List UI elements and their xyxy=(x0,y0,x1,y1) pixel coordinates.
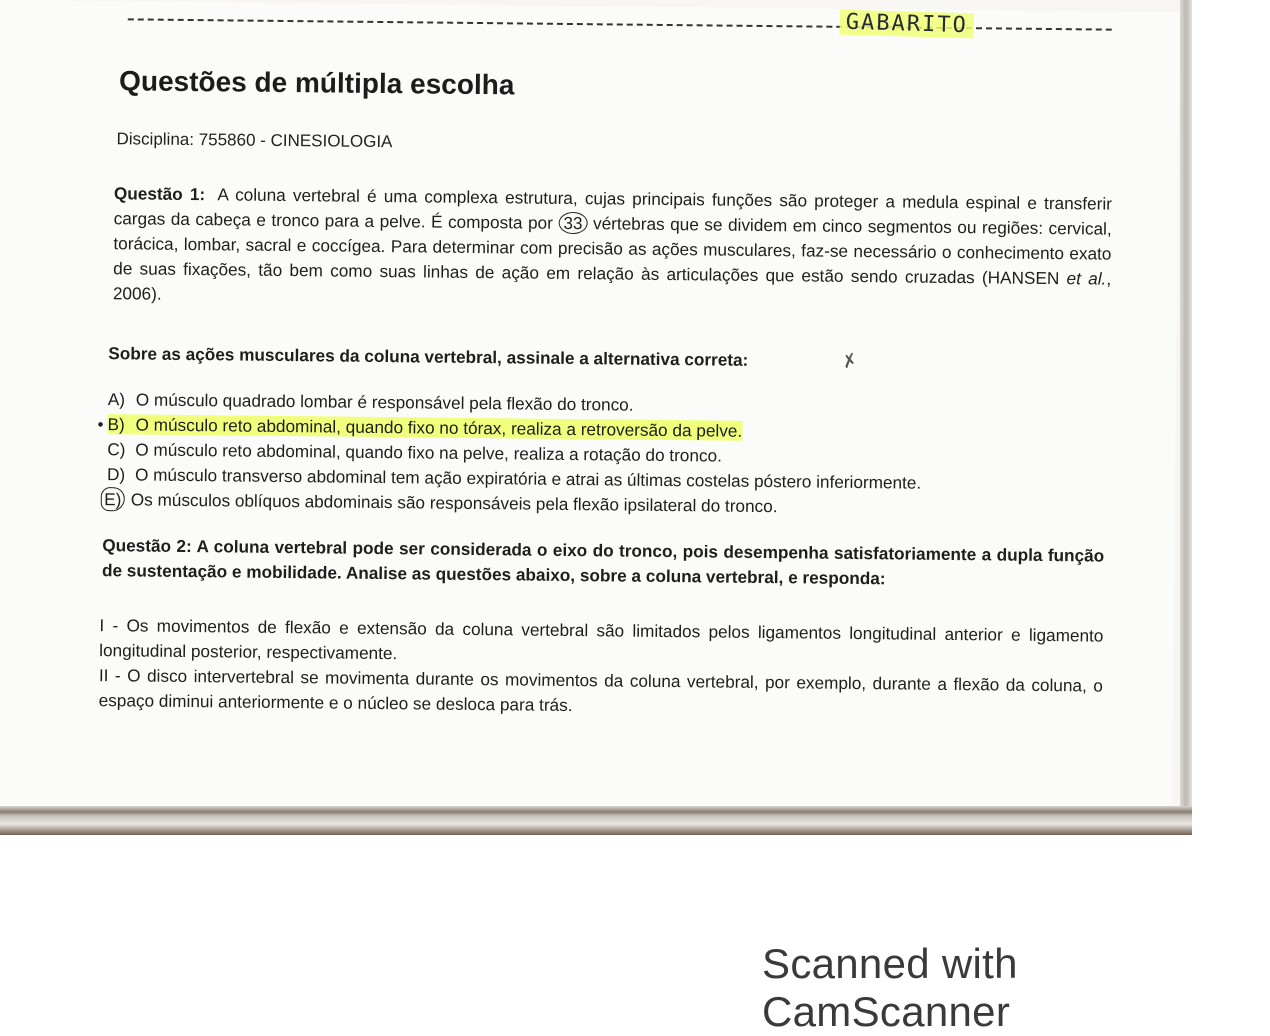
option-letter: B) xyxy=(107,414,125,435)
camscanner-watermark: Scanned with CamScanner xyxy=(762,940,1018,1035)
question-1-body-c: , 2006). xyxy=(112,268,1112,304)
circled-number: 33 xyxy=(558,212,587,234)
question-1-body-b: vértebras que se dividem em cinco segmentos ou regiões: cervical, torácica, lombar, sacral e coccígea. Para determinar com precisão as ações musculares, faz-se necessário o conhecimento exato de suas fixações, tão bem como suas linhas de ação em relação às articulações que estão sendo cruzadas (HANSEN xyxy=(113,213,1112,289)
option-text: Os músculos oblíquos abdominais são responsáveis pela flexão ipsilateral do tronco. xyxy=(130,489,778,517)
circled-option-letter: E) xyxy=(101,487,125,511)
question-1-label: Questão 1: xyxy=(113,183,206,205)
question-1-prompt: Sobre as ações musculares da coluna vertebral, assinale a alternativa correta: xyxy=(108,343,749,370)
citation-italic: et al. xyxy=(1066,268,1107,289)
paper-bottom-edge xyxy=(0,806,1192,835)
option-text: O músculo reto abdominal, quando fixo na pelve, realiza a rotação do tronco. xyxy=(135,439,723,466)
question-1-options xyxy=(97,387,1118,523)
option-letter: C) xyxy=(107,439,126,460)
discipline-line: Disciplina: 755860 - CINESIOLOGIA xyxy=(116,129,393,152)
question-2-text xyxy=(102,533,1104,593)
option-letter: A) xyxy=(107,389,126,410)
pen-mark: ✗ xyxy=(839,349,860,373)
question-2-label: Questão 2: xyxy=(102,535,192,557)
selection-dot: • xyxy=(97,415,104,435)
statement-ii: II - O disco intervertebral se movimenta durante os movimentos da coluna vertebral, por exemplo, durante a flexão da coluna, o espaço diminui anteriormente e o núcleo se desloca para trás. xyxy=(98,665,1103,716)
question-1-text xyxy=(113,181,1112,316)
question-2-body: A coluna vertebral pode ser considerada o eixo do tronco, pois desempenha satisfatoriamente a dupla função de sustentação e mobilidade. Analise as questões abaixo, sobre a coluna vertebral, e responda: xyxy=(101,536,1105,589)
option-text: O músculo quadrado lombar é responsável pela flexão do tronco. xyxy=(135,389,634,415)
page-title: Questões de múltipla escolha xyxy=(118,65,515,101)
highlighted-answer xyxy=(107,414,742,441)
statement-i: I - Os movimentos de flexão e extensão da coluna vertebral são limitados pelos ligamentos longitudinal anterior e ligamento longitudinal posterior, respectivamente. xyxy=(99,615,1104,664)
question-1-body-a: A coluna vertebral é uma complexa estrutura, cujas principais funções são proteger a medula espinal e transferir cargas da cabeça e tronco para a pelve. É composta por xyxy=(113,184,1113,233)
gabarito-note: GABARITO xyxy=(839,10,974,39)
option-letter: D) xyxy=(106,464,126,485)
paper-right-edge xyxy=(1180,0,1192,835)
option-text: O músculo reto abdominal, quando fixo no tórax, realiza a retroversão da pelve. xyxy=(135,414,743,441)
option-text: O músculo transverso abdominal tem ação expiratória e atrai as últimas costelas póstero inferiormente. xyxy=(134,464,922,493)
